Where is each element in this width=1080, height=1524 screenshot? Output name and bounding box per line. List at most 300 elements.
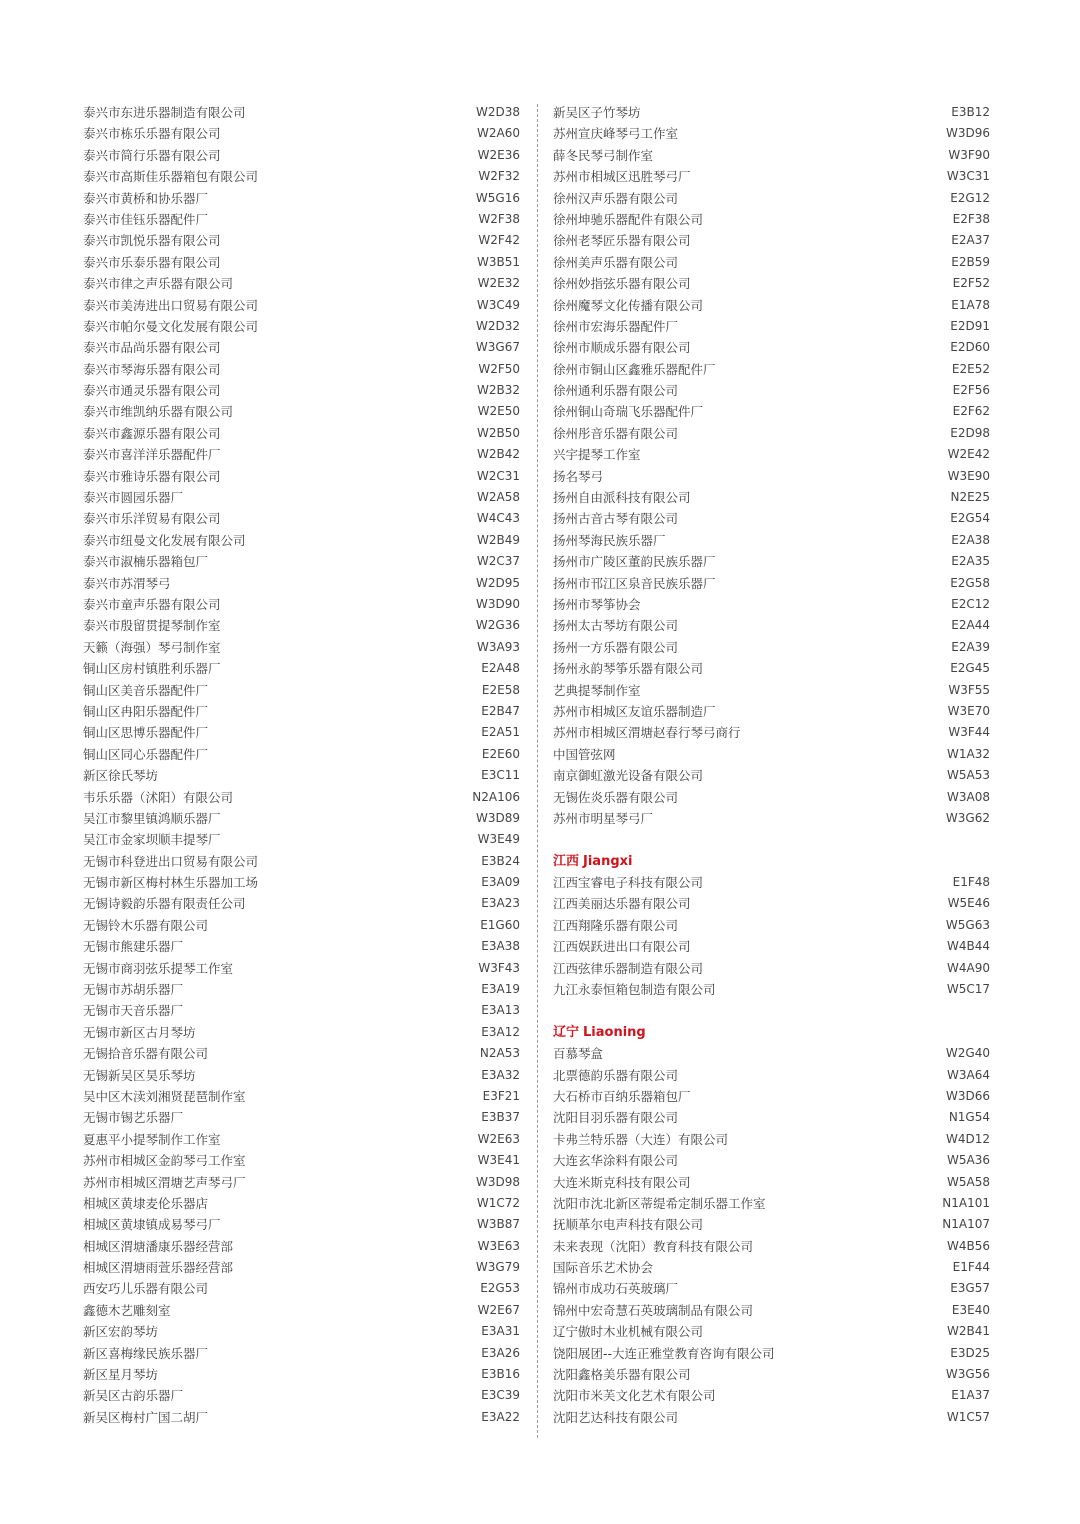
exhibitor-name: 泰兴市高斯佳乐器箱包有限公司 (83, 169, 259, 185)
exhibitor-name: 无锡佐炎乐器有限公司 (553, 789, 679, 805)
exhibitor-row (83, 273, 520, 294)
exhibitor-row (553, 1043, 990, 1064)
exhibitor-row (83, 1150, 520, 1171)
booth-number: E2D60 (950, 340, 990, 355)
booth-number: W3G67 (475, 340, 520, 355)
exhibitor-row (553, 1107, 990, 1128)
exhibitor-row (83, 958, 520, 979)
exhibitor-name: 大石桥市百纳乐器箱包厂 (553, 1088, 691, 1104)
exhibitor-row (83, 1364, 520, 1385)
exhibitor-row (553, 615, 990, 636)
exhibitor-name: 苏州市相城区金韵琴弓工作室 (83, 1153, 246, 1169)
exhibitor-name: 徐州美声乐器有限公司 (553, 254, 679, 270)
exhibitor-name: 泰兴市鑫源乐器有限公司 (83, 425, 221, 441)
booth-number: W5A58 (947, 1174, 990, 1189)
booth-number: E2A38 (951, 532, 990, 547)
exhibitor-row (553, 1257, 990, 1278)
exhibitor-name: 徐州通利乐器有限公司 (553, 383, 679, 399)
exhibitor-row (553, 915, 990, 936)
exhibitor-name: 铜山区冉阳乐器配件厂 (83, 703, 209, 719)
exhibitor-row (553, 680, 990, 701)
booth-number: W3E63 (477, 1238, 520, 1253)
booth-number: W3D98 (475, 1174, 520, 1189)
exhibitor-name: 扬州自由派科技有限公司 (553, 490, 691, 506)
exhibitor-name: 卡弗兰特乐器（大连）有限公司 (553, 1131, 729, 1147)
exhibitor-name: 新区星月琴坊 (83, 1367, 159, 1383)
exhibitor-row (83, 188, 520, 209)
exhibitor-name: 无锡市科登进出口贸易有限公司 (83, 853, 259, 869)
section-title-en: Liaoning (583, 1024, 646, 1040)
exhibitor-row (83, 1172, 520, 1193)
booth-number: W4A90 (947, 960, 990, 975)
booth-number: W1C57 (946, 1409, 990, 1424)
exhibitor-row (83, 551, 520, 572)
booth-number: N2A106 (472, 789, 520, 804)
exhibitor-name: 泰兴市圆园乐器厂 (83, 490, 184, 506)
booth-number: E2D91 (950, 318, 990, 333)
booth-number: W3D96 (945, 126, 990, 141)
exhibitor-name: 沈阳市米芙文化艺术有限公司 (553, 1388, 716, 1404)
exhibitor-name: 扬州一方乐器有限公司 (553, 639, 679, 655)
booth-number: E2A48 (481, 661, 520, 676)
exhibitor-row (553, 1214, 990, 1235)
booth-number: W1A32 (947, 746, 990, 761)
booth-number: E2G12 (950, 190, 990, 205)
exhibitor-row (83, 1129, 520, 1150)
booth-number: E3A09 (481, 875, 520, 890)
exhibitor-row (83, 1407, 520, 1428)
exhibitor-name: 苏州市明星琴弓厂 (553, 810, 654, 826)
booth-number: W4B56 (946, 1238, 990, 1253)
exhibitor-row (553, 1150, 990, 1171)
exhibitor-name: 吴江市金家坝顺丰提琴厂 (83, 832, 221, 848)
exhibitor-name: 苏州市相城区渭塘艺声琴弓厂 (83, 1174, 246, 1190)
exhibitor-name: 扬州古音古琴有限公司 (553, 511, 679, 527)
exhibitor-name: 泰兴市栋乐乐器有限公司 (83, 126, 221, 142)
exhibitor-name: 徐州市铜山区鑫雅乐器配件厂 (553, 361, 716, 377)
exhibitor-name: 铜山区美音乐器配件厂 (83, 682, 209, 698)
exhibitor-name: 泰兴市琴海乐器有限公司 (83, 361, 221, 377)
section-title-cn: 辽宁 (553, 1024, 580, 1040)
exhibitor-name: 铜山区思博乐器配件厂 (83, 725, 209, 741)
exhibitor-row (83, 1343, 520, 1364)
exhibitor-row (553, 145, 990, 166)
exhibitor-name: 中国管弦网 (553, 746, 616, 762)
booth-number: W5G16 (475, 190, 520, 205)
exhibitor-name: 无锡市苏胡乐器厂 (83, 982, 184, 998)
booth-number: E2B47 (481, 703, 520, 718)
booth-number: W2D95 (475, 575, 520, 590)
exhibitor-name: 锦州市成功石英玻璃厂 (553, 1281, 679, 1297)
booth-number: W2F42 (478, 233, 520, 248)
exhibitor-name: 百慕琴盒 (553, 1046, 604, 1062)
exhibitor-row (83, 359, 520, 380)
booth-number: N1G54 (948, 1110, 990, 1125)
exhibitor-row (83, 444, 520, 465)
booth-number: W2E32 (477, 276, 520, 291)
booth-number: W2F38 (478, 211, 520, 226)
jiangsu-continued-list (553, 102, 990, 829)
exhibitor-row (83, 123, 520, 144)
exhibitor-name: 泰兴市纽曼文化发展有限公司 (83, 532, 246, 548)
exhibitor-row (83, 145, 520, 166)
exhibitor-row (83, 380, 520, 401)
liaoning-list (553, 1043, 990, 1428)
exhibitor-name: 泰兴市维凯纳乐器有限公司 (83, 404, 234, 420)
exhibitor-row (83, 1107, 520, 1128)
exhibitor-row (83, 1000, 520, 1021)
booth-number: E2E52 (951, 361, 990, 376)
jiangxi-list (553, 872, 990, 1000)
exhibitor-name: 扬名琴弓 (553, 468, 604, 484)
exhibitor-name: 抚顺革尔电声科技有限公司 (553, 1217, 704, 1233)
booth-number: E3C39 (481, 1388, 520, 1403)
exhibitor-name: 泰兴市殷留贯提琴制作室 (83, 618, 221, 634)
booth-number: W2B32 (476, 383, 520, 398)
exhibitor-row (83, 1300, 520, 1321)
exhibitor-row (83, 209, 520, 230)
exhibitor-row (553, 658, 990, 679)
exhibitor-name: 泰兴市淑楠乐器箱包厂 (83, 554, 209, 570)
exhibitor-row (553, 893, 990, 914)
exhibitor-row (83, 658, 520, 679)
booth-number: E3B24 (481, 853, 520, 868)
booth-number: E2G53 (480, 1281, 520, 1296)
exhibitor-row (553, 359, 990, 380)
exhibitor-row (553, 637, 990, 658)
exhibitor-row (83, 530, 520, 551)
exhibitor-row (83, 915, 520, 936)
exhibitor-row (83, 744, 520, 765)
exhibitor-row (553, 530, 990, 551)
exhibitor-name: 泰兴市美涛进出口贸易有限公司 (83, 297, 259, 313)
exhibitor-name: 江西美丽达乐器有限公司 (553, 896, 691, 912)
exhibitor-row (553, 401, 990, 422)
exhibitor-name: 江西娱跃进出口有限公司 (553, 939, 691, 955)
exhibitor-row (83, 401, 520, 422)
exhibitor-name: 徐州市顺成乐器有限公司 (553, 340, 691, 356)
exhibitor-name: 泰兴市苏渭琴弓 (83, 575, 171, 591)
exhibitor-row (553, 979, 990, 1000)
exhibitor-row (83, 1043, 520, 1064)
exhibitor-name: 韦乐乐器（沭阳）有限公司 (83, 789, 234, 805)
exhibitor-row (83, 787, 520, 808)
exhibitor-name: 扬州琴海民族乐器厂 (553, 532, 666, 548)
booth-number: W3D89 (475, 810, 520, 825)
booth-number: E3G57 (950, 1281, 990, 1296)
exhibitor-row (83, 295, 520, 316)
exhibitor-row (83, 252, 520, 273)
booth-number: W2G40 (945, 1046, 990, 1061)
booth-number: E3A32 (481, 1067, 520, 1082)
booth-number: W5E46 (947, 896, 990, 911)
exhibitor-name: 徐州汉声乐器有限公司 (553, 190, 679, 206)
exhibitor-row (553, 1321, 990, 1342)
booth-number: E1A78 (951, 297, 990, 312)
booth-number: W2B50 (476, 425, 520, 440)
booth-number: E2E58 (481, 682, 520, 697)
booth-number: E2F52 (952, 276, 990, 291)
exhibitor-row (553, 1407, 990, 1428)
exhibitor-name: 无锡市锡艺乐器厂 (83, 1110, 184, 1126)
exhibitor-name: 扬州永韵琴筝乐器有限公司 (553, 661, 704, 677)
exhibitor-row (83, 936, 520, 957)
booth-number: E2F38 (952, 211, 990, 226)
booth-number: E2F56 (952, 383, 990, 398)
booth-number: E2F62 (952, 404, 990, 419)
booth-number: E2G54 (950, 511, 990, 526)
exhibitor-row (553, 1300, 990, 1321)
exhibitor-row (83, 1278, 520, 1299)
booth-number: W2G36 (475, 618, 520, 633)
exhibitor-row (83, 102, 520, 123)
exhibitor-row (83, 1193, 520, 1214)
booth-number: E3A38 (481, 939, 520, 954)
booth-number: W5A36 (947, 1153, 990, 1168)
booth-number: E2E60 (481, 746, 520, 761)
exhibitor-row (83, 1086, 520, 1107)
exhibitor-row (553, 1193, 990, 1214)
exhibitor-row (83, 487, 520, 508)
exhibitor-name: 新吴区子竹琴坊 (553, 105, 641, 120)
booth-number: N1A101 (942, 1195, 990, 1210)
booth-number: W3F90 (948, 147, 990, 162)
exhibitor-row (83, 829, 520, 850)
exhibitor-row (553, 872, 990, 893)
exhibitor-row (553, 230, 990, 251)
exhibitor-row (83, 337, 520, 358)
right-column (553, 102, 990, 1428)
exhibitor-row (553, 508, 990, 529)
booth-number: W3F43 (478, 960, 520, 975)
exhibitor-name: 扬州太古琴坊有限公司 (553, 618, 679, 634)
exhibitor-name: 无锡诗毅韵乐器有限责任公司 (83, 896, 246, 912)
exhibitor-row (83, 1065, 520, 1086)
booth-number: W2D32 (475, 318, 520, 333)
booth-number: W3D66 (945, 1088, 990, 1103)
exhibitor-name: 九江永泰恒箱包制造有限公司 (553, 982, 716, 998)
booth-number: W3E49 (477, 832, 520, 847)
exhibitor-name: 无锡市天音乐器厂 (83, 1003, 184, 1019)
exhibitor-row (553, 787, 990, 808)
booth-number: E1G60 (480, 917, 520, 932)
booth-number: E1F44 (952, 1260, 990, 1275)
exhibitor-name: 无锡市新区梅村林生乐器加工场 (83, 875, 259, 891)
exhibitor-row (83, 466, 520, 487)
booth-number: W2B49 (476, 532, 520, 547)
booth-number: W3A64 (947, 1067, 990, 1082)
exhibitor-name: 江西宝睿电子科技有限公司 (553, 875, 704, 891)
exhibitor-name: 北票德韵乐器有限公司 (553, 1067, 679, 1083)
booth-number: W3A08 (947, 789, 990, 804)
booth-number: W3F44 (948, 725, 990, 740)
exhibitor-row (83, 1321, 520, 1342)
exhibitor-name: 泰兴市律之声乐器有限公司 (83, 276, 234, 292)
exhibitor-name: 扬州市琴筝协会 (553, 596, 641, 612)
exhibitor-row (83, 316, 520, 337)
exhibitor-name: 沈阳市沈北新区蒂缇希定制乐器工作室 (553, 1195, 766, 1211)
exhibitor-name: 相城区黄埭镇成易琴弓厂 (83, 1217, 221, 1233)
booth-number: W3C49 (476, 297, 520, 312)
exhibitor-row (83, 230, 520, 251)
booth-number: W3E70 (947, 703, 990, 718)
booth-number: N2A53 (479, 1046, 520, 1061)
exhibitor-row (553, 380, 990, 401)
exhibitor-row (83, 615, 520, 636)
exhibitor-row (553, 958, 990, 979)
exhibitor-row (553, 1065, 990, 1086)
exhibitor-row (553, 123, 990, 144)
exhibitor-row (83, 594, 520, 615)
exhibitor-name: 苏州宣庆峰琴弓工作室 (553, 126, 679, 142)
exhibitor-name: 泰兴市雅诗乐器有限公司 (83, 468, 221, 484)
booth-number: W2E63 (477, 1131, 520, 1146)
exhibitor-row (83, 637, 520, 658)
exhibitor-row (553, 701, 990, 722)
booth-number: E3E40 (951, 1302, 990, 1317)
booth-number: W3B51 (476, 254, 520, 269)
exhibitor-name: 徐州魔琴文化传播有限公司 (553, 297, 704, 313)
booth-number: E2G58 (950, 575, 990, 590)
exhibitor-name: 泰兴市帕尔曼文化发展有限公司 (83, 318, 259, 334)
exhibitor-name: 吴中区木渎刘湘贤琵琶制作室 (83, 1088, 246, 1104)
exhibitor-name: 铜山区同心乐器配件厂 (83, 746, 209, 762)
exhibitor-name: 新吴区古韵乐器厂 (83, 1388, 184, 1404)
exhibitor-row (553, 594, 990, 615)
exhibitor-name: 兴宇提琴工作室 (553, 447, 641, 463)
exhibitor-name: 吴江市黎里镇鸿顺乐器厂 (83, 810, 221, 826)
exhibitor-name: 徐州铜山奇瑞飞乐器配件厂 (553, 404, 704, 420)
exhibitor-name: 相城区黄埭麦伦乐器店 (83, 1195, 209, 1211)
exhibitor-name: 泰兴市喜洋洋乐器配件厂 (83, 447, 221, 463)
section-title-en: Jiangxi (583, 853, 633, 869)
exhibitor-name: 徐州老琴匠乐器有限公司 (553, 233, 691, 249)
section-title-cn: 江西 (553, 853, 580, 869)
exhibitor-row (553, 337, 990, 358)
exhibitor-row (553, 722, 990, 743)
exhibitor-row (553, 466, 990, 487)
booth-number: W2B42 (476, 447, 520, 462)
exhibitor-name: 泰兴市乐泰乐器有限公司 (83, 254, 221, 270)
exhibitor-row (553, 573, 990, 594)
booth-number: W2F32 (478, 169, 520, 184)
exhibitor-row (553, 1385, 990, 1406)
exhibitor-name: 泰兴市简行乐器有限公司 (83, 147, 221, 163)
booth-number: W2A60 (477, 126, 520, 141)
booth-number: W3G79 (475, 1260, 520, 1275)
booth-number: W3F55 (948, 682, 990, 697)
exhibitor-name: 新区徐氏琴坊 (83, 768, 159, 784)
exhibitor-row (83, 872, 520, 893)
exhibitor-name: 新区宏韵琴坊 (83, 1324, 159, 1340)
exhibitor-name: 南京御虹激光设备有限公司 (553, 768, 704, 784)
booth-number: W5A53 (947, 768, 990, 783)
exhibitor-name: 江西翔隆乐器有限公司 (553, 917, 679, 933)
exhibitor-name: 夏惠平小提琴制作工作室 (83, 1131, 221, 1147)
exhibitor-name: 天籁（海强）琴弓制作室 (83, 639, 221, 655)
exhibitor-name: 扬州市邗江区泉音民族乐器厂 (553, 575, 716, 591)
exhibitor-row (83, 1214, 520, 1235)
exhibitor-row (83, 1236, 520, 1257)
exhibitor-row (83, 508, 520, 529)
booth-number: E3A23 (481, 896, 520, 911)
exhibitor-row (553, 551, 990, 572)
booth-number: E3A22 (481, 1409, 520, 1424)
exhibitor-row (553, 295, 990, 316)
exhibitor-row (83, 680, 520, 701)
exhibitor-row (83, 1385, 520, 1406)
exhibitor-row (83, 851, 520, 872)
exhibitor-row (83, 1257, 520, 1278)
booth-number: E2B59 (951, 254, 990, 269)
exhibitor-row (553, 1364, 990, 1385)
booth-number: N1A107 (942, 1217, 990, 1232)
exhibitor-row (553, 765, 990, 786)
exhibitor-name: 艺典提琴制作室 (553, 682, 641, 698)
exhibitor-name: 江西弦律乐器制造有限公司 (553, 960, 704, 976)
booth-number: E2G45 (950, 661, 990, 676)
exhibitor-row (553, 102, 990, 123)
exhibitor-row (83, 701, 520, 722)
booth-number: E3B16 (481, 1367, 520, 1382)
exhibitor-name: 扬州市广陵区董韵民族乐器厂 (553, 554, 716, 570)
exhibitor-row (83, 722, 520, 743)
booth-number: E3B37 (481, 1110, 520, 1125)
exhibitor-name: 泰兴市品尚乐器有限公司 (83, 340, 221, 356)
booth-number: E3F21 (482, 1088, 520, 1103)
exhibitor-name: 辽宁傲时木业机械有限公司 (553, 1324, 704, 1340)
booth-number: E1A37 (951, 1388, 990, 1403)
exhibitor-row (553, 209, 990, 230)
booth-number: W3G62 (945, 810, 990, 825)
exhibitor-row (83, 423, 520, 444)
exhibitor-name: 无锡铃木乐器有限公司 (83, 917, 209, 933)
booth-number: W3C31 (946, 169, 990, 184)
booth-number: W2B41 (946, 1324, 990, 1339)
booth-number: W3B87 (476, 1217, 520, 1232)
column-divider (537, 104, 538, 1438)
exhibitor-row (553, 936, 990, 957)
booth-number: W2D38 (475, 105, 520, 119)
exhibitor-name: 无锡市新区古月琴坊 (83, 1024, 196, 1040)
booth-number: E3D25 (950, 1345, 990, 1360)
booth-number: W4D12 (945, 1131, 990, 1146)
exhibitor-name: 徐州坤驰乐器配件有限公司 (553, 211, 704, 227)
exhibitor-name: 泰兴市凯悦乐器有限公司 (83, 233, 221, 249)
exhibitor-name: 泰兴市童声乐器有限公司 (83, 596, 221, 612)
booth-number: E2A39 (951, 639, 990, 654)
booth-number: W5C17 (946, 982, 990, 997)
exhibitor-row (83, 893, 520, 914)
exhibitor-name: 锦州中宏奇慧石英玻璃制品有限公司 (553, 1302, 754, 1318)
exhibitor-row (553, 252, 990, 273)
booth-number: W2E42 (947, 447, 990, 462)
booth-number: W3A93 (477, 639, 520, 654)
booth-number: E3C11 (481, 768, 520, 783)
booth-number: W2C37 (476, 554, 520, 569)
exhibitor-name: 泰兴市黄桥和协乐器厂 (83, 190, 209, 206)
exhibitor-row (553, 808, 990, 829)
exhibitor-name: 苏州市相城区渭塘赵春行琴弓商行 (553, 725, 741, 741)
booth-number: E3A19 (481, 982, 520, 997)
exhibitor-name: 沈阳艺达科技有限公司 (553, 1409, 679, 1425)
booth-number: E3A31 (481, 1324, 520, 1339)
booth-number: E3A13 (481, 1003, 520, 1018)
exhibitor-name: 无锡拾音乐器有限公司 (83, 1046, 209, 1062)
exhibitor-name: 泰兴市佳钰乐器配件厂 (83, 211, 209, 227)
exhibitor-row (553, 744, 990, 765)
booth-number: N2E25 (950, 490, 990, 505)
